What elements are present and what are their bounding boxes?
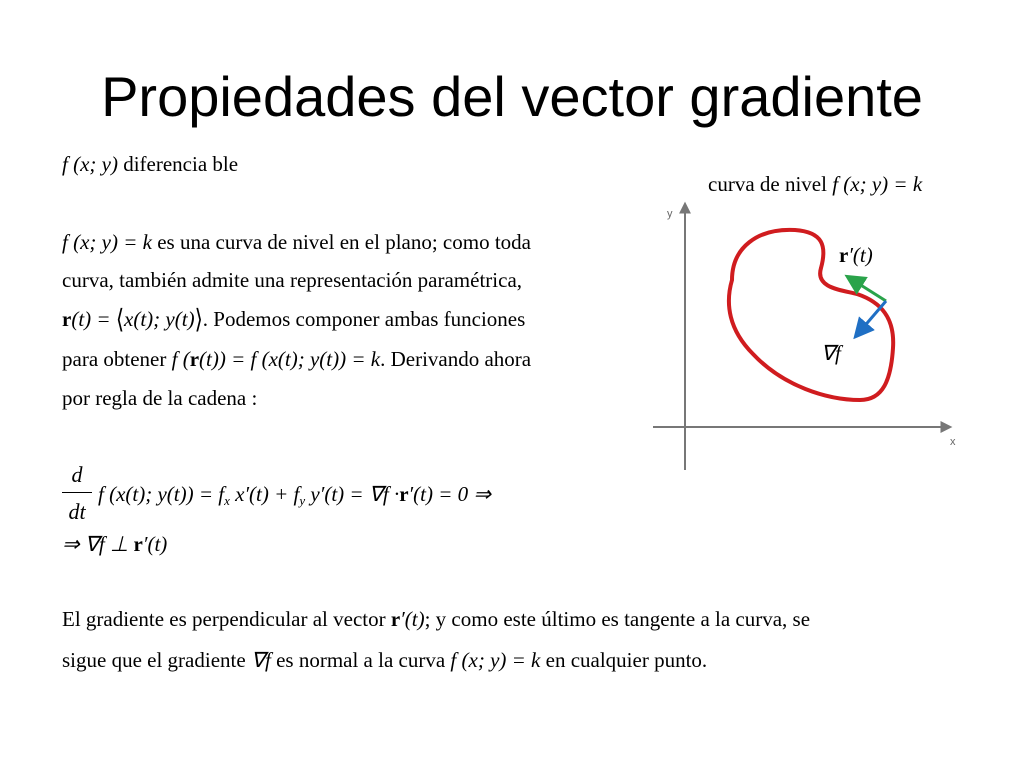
text-line-r-of-t: [62, 305, 525, 333]
right-angle-bracket: ⟩: [194, 304, 203, 334]
obtain-text: para obtener: [62, 347, 172, 371]
conclusion-text-b: ; y como este último es tangente a la curva, se: [424, 607, 811, 631]
gradient-vector: [856, 301, 886, 336]
derive-text: . Derivando ahora: [380, 347, 532, 371]
fraction-numerator: d: [71, 462, 83, 487]
r-equals: (t) =: [71, 307, 116, 331]
level-curve-equation: f (x; y) = k: [62, 230, 152, 254]
text-line-differentiable: [62, 150, 238, 178]
perpendicular-result: [62, 530, 167, 558]
subscript-x: x: [224, 493, 230, 508]
slide-title: Propiedades del vector gradiente: [101, 65, 923, 128]
subscript-y: y: [299, 493, 306, 508]
r-prime-label: [839, 243, 873, 267]
gradient-label: ∇f: [821, 341, 841, 365]
parametric-components: x(t); y(t): [124, 307, 195, 331]
vector-r: r: [62, 307, 72, 331]
text-line-composition: [62, 345, 531, 373]
fraction-denominator: dt: [68, 499, 86, 524]
parametric-text: curva, también admite una representación paramétrica,: [62, 268, 523, 292]
conclusion-vector-r: r: [390, 607, 401, 631]
eq-vector-r: r: [399, 482, 409, 506]
conclusion-equation: f (x; y) = k: [450, 648, 541, 672]
figure-caption-text: curva de nivel: [708, 172, 833, 196]
differentiable-text: diferencia ble: [117, 152, 239, 176]
text-line-parametric: [62, 266, 522, 294]
eq-part-3: y′(t) = ∇f ·: [305, 482, 400, 506]
conclusion-r-prime: ′(t): [400, 607, 425, 631]
fraction-bar: [62, 492, 92, 493]
conclusion-text-e: en cualquier punto.: [540, 648, 708, 672]
perp-r-prime: ′(t): [142, 532, 168, 556]
conclusion-line-1: [62, 605, 810, 633]
composition-r: r: [189, 347, 200, 371]
conclusion-text-c: sigue que el gradiente: [62, 648, 251, 672]
composition-f: f (: [171, 347, 190, 371]
eq-part-2: x′(t) + f: [229, 482, 300, 506]
function-expression: f (x; y): [62, 152, 118, 176]
conclusion-gradient: ∇f: [250, 648, 271, 672]
perp-vector-r: r: [133, 532, 143, 556]
eq-part-1: f (x(t); y(t)) = f: [98, 482, 225, 506]
text-line-level-curve: [62, 228, 531, 256]
chain-rule-text: por regla de la cadena :: [62, 386, 258, 410]
level-curve-figure: [645, 160, 985, 480]
conclusion-line-2: [62, 646, 707, 674]
conclusion-text-a: El gradiente es perpendicular al vector: [62, 607, 391, 631]
text-line-chain-rule: [62, 384, 257, 412]
y-axis-label: y: [667, 208, 673, 220]
conclusion-text-d: es normal a la curva: [270, 648, 451, 672]
implies-gradient: ⇒ ∇f ⊥: [62, 532, 129, 556]
figure-caption-equation: f (x; y) = k: [832, 172, 923, 196]
level-curve-text: es una curva de nivel en el plano; como toda: [151, 230, 531, 254]
x-axis-label: x: [950, 436, 956, 448]
eq-part-4: ′(t) = 0 ⇒: [408, 482, 491, 506]
r-prime-label-r: r: [839, 243, 849, 267]
derivative-fraction: [62, 460, 92, 527]
r-prime-label-rest: ′(t): [848, 243, 873, 267]
chain-rule-equation: [98, 480, 491, 508]
left-angle-bracket: ⟨: [115, 304, 125, 334]
compose-text: . Podemos componer ambas funciones: [202, 307, 526, 331]
composition-expression: (t)) = f (x(t); y(t)) = k: [199, 347, 381, 371]
